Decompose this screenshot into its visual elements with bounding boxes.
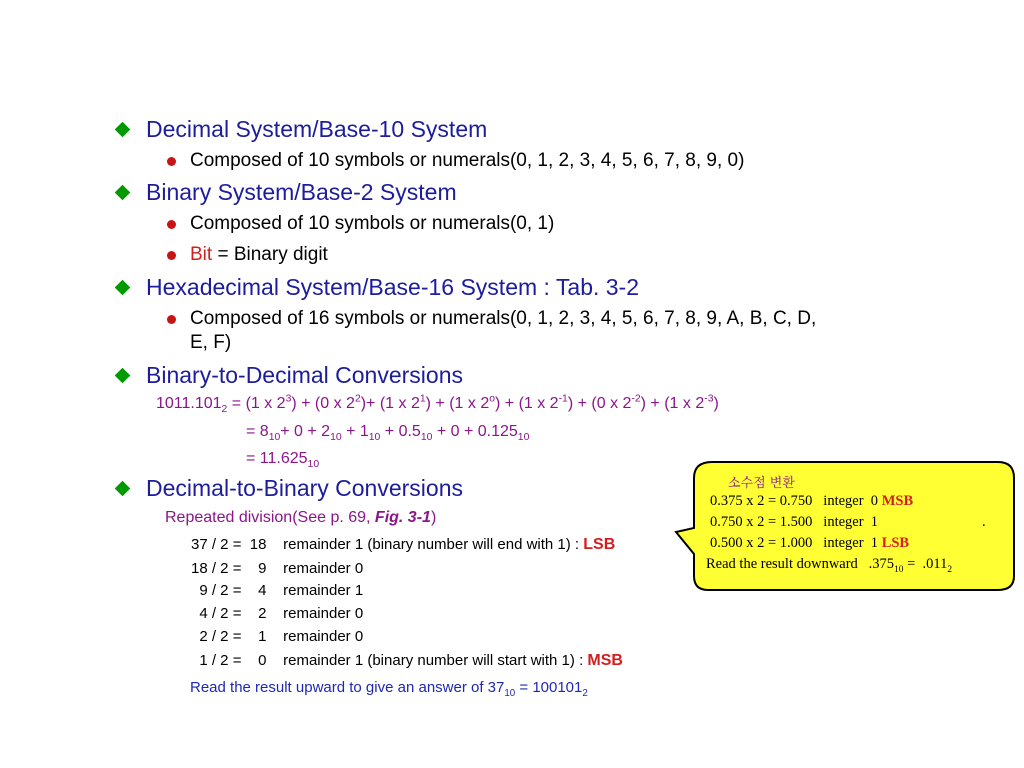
heading-binary-to-decimal: Binary-to-Decimal Conversions — [146, 362, 463, 388]
round-bullet-icon — [167, 251, 176, 260]
division-row-4: 4 / 2 = 2 remainder 0 — [191, 605, 364, 622]
division-row-1: 37 / 2 = 18 remainder 1 (binary number will end with 1) : LSB — [191, 536, 616, 553]
b2d-result-line: = $11.625_{10}$ — [246, 450, 320, 471]
heading-hex-system: Hexadecimal System/Base-16 System : Tab. 3-2 — [146, 274, 640, 300]
callout-row-3: 0.500 x 2 = 1.000 integer 1 LSB — [710, 535, 910, 551]
division-row-6: 1 / 2 = 0 remainder 1 (binary number will start with 1) : MSB — [191, 652, 623, 669]
diamond-bullet-icon — [115, 481, 131, 497]
round-bullet-icon — [167, 157, 176, 166]
msb-label: MSB — [587, 652, 623, 669]
diamond-bullet-icon — [115, 280, 131, 296]
callout-row-2-dot: . — [982, 514, 986, 530]
callout-row-4: Read the result downward $.375_{10} = .011_2$ — [706, 556, 953, 575]
division-row-3: 9 / 2 = 4 remainder 1 — [191, 582, 364, 599]
b2d-expansion-line: $1011.101_2 = (1$ x $2^3) + (0$ x $2^2)+ (1$ x $2^1) + (1$ x $2^o) + (1$ x $2^{-1}) + (0$ x $2^{-2}) + (1$ x $2^{-3}$) — [156, 393, 719, 416]
diamond-bullet-icon — [115, 122, 131, 138]
bit-definition — [190, 244, 328, 266]
callout-title: 소수점 변환 — [728, 476, 795, 491]
division-row-2: 18 / 2 = 9 remainder 0 — [191, 560, 364, 577]
callout-msb-label: MSB — [881, 493, 914, 509]
diamond-bullet-icon — [115, 185, 131, 201]
heading-binary-system: Binary System/Base-2 System — [146, 179, 457, 205]
division-row-5: 2 / 2 = 1 remainder 0 — [191, 628, 364, 645]
repeated-division-note: Repeated division(See p. 69, Fig. 3-1) — [165, 509, 437, 526]
b2d-sum-line: = $8_{10}+ 0 + 2_{10} + 1_{10} + 0.5_{10} + 0 + 0.125_{10}$ — [246, 423, 530, 444]
round-bullet-icon — [167, 220, 176, 229]
hex-symbols-text-line1: Composed of 16 symbols or numerals(0, 1, 2, 3, 4, 5, 6, 7, 8, 9, A, B, C, D, — [190, 308, 817, 329]
d2b-final-answer: Read the result upward to give an answer of $37_{10} = 100101_2$ — [190, 679, 588, 699]
callout-row-1: 0.375 x 2 = 0.750 integer 0 MSB — [710, 493, 914, 509]
hex-symbols-text-line2: E, F) — [190, 332, 232, 353]
heading-decimal-system: Decimal System/Base-10 System — [146, 116, 488, 142]
decimal-symbols-text: Composed of 10 symbols or numerals(0, 1, 2, 3, 4, 5, 6, 7, 8, 9, 0) — [190, 150, 745, 171]
round-bullet-icon — [167, 315, 176, 324]
bit-term: Bit — [190, 244, 213, 265]
lsb-label: LSB — [583, 536, 616, 553]
bit-definition-text: = Binary digit — [212, 244, 328, 265]
callout-row-2: 0.750 x 2 = 1.500 integer 1 — [710, 514, 879, 530]
diamond-bullet-icon — [115, 368, 131, 384]
callout-lsb-label: LSB — [881, 535, 910, 551]
binary-symbols-text: Composed of 10 symbols or numerals(0, 1) — [190, 213, 555, 234]
heading-decimal-to-binary: Decimal-to-Binary Conversions — [146, 475, 463, 501]
